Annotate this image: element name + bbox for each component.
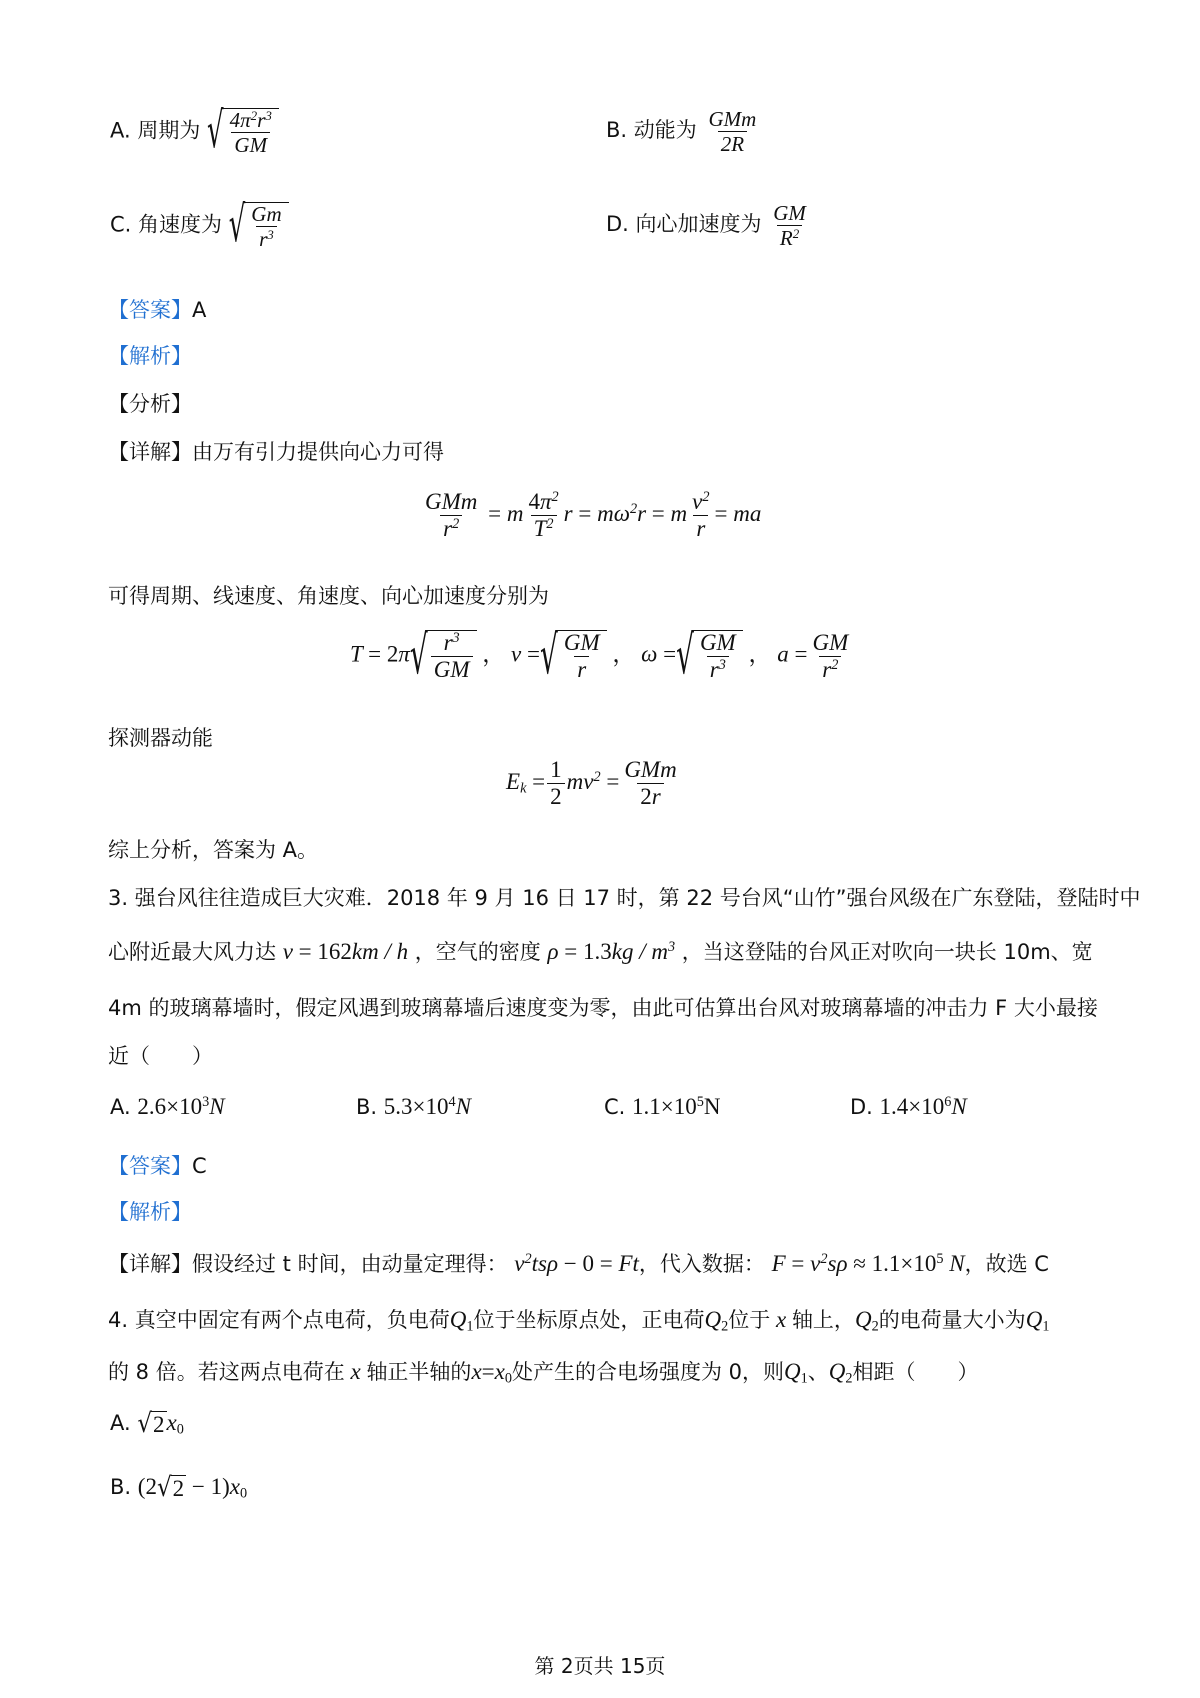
- q3-option-a: [110, 1094, 225, 1120]
- q4-line2-c: 处产生的合电场强度为 0，则: [511, 1360, 785, 1384]
- q3-xiangjie-b: ，代入数据：: [638, 1252, 765, 1276]
- xiangjie-tag: 【详解】: [108, 440, 192, 464]
- q4-line1-b: 位于坐标原点处，正电荷: [473, 1308, 705, 1332]
- option-d-formula: $\frac{GM}{R^2}$: [773, 201, 806, 251]
- option-c-label: C.: [110, 212, 132, 237]
- q3-option-b: [356, 1094, 471, 1120]
- q3-option-d-label: D.: [850, 1095, 873, 1119]
- answer-tag: 【答案】: [108, 298, 192, 322]
- x-symbol: x: [770, 1307, 792, 1332]
- q3-line1: 3. 强台风往往造成巨大灾难．2018 年 9 月 16 日 17 时，第 22 号台风“山竹”强台风级在广东登陆，登陆时中: [108, 886, 1141, 910]
- periods-line: 可得周期、线速度、角速度、向心加速度分别为: [108, 584, 549, 608]
- q3-option-d-value: $1.4\times 10^6N$: [879, 1094, 967, 1119]
- q3-option-c-value: $1.1\times 10^5N$: [632, 1094, 721, 1119]
- q1-symbol-2: $Q_1$: [1025, 1307, 1050, 1335]
- q4-option-a-label: A.: [110, 1411, 131, 1435]
- q2-answer: [108, 294, 206, 324]
- q3-option-b-label: B.: [356, 1095, 378, 1119]
- x0-symbol: $x=x_0$: [471, 1359, 512, 1387]
- q2-symbol-2: $Q_2$: [854, 1307, 879, 1335]
- q3-line4: 近（ ）: [108, 1044, 213, 1068]
- q3-xiangjie-tag: 【详解】: [108, 1252, 192, 1276]
- answer-value: A: [192, 298, 207, 322]
- q3-line2: [108, 936, 1093, 966]
- q4-line2-d: 、: [807, 1360, 829, 1384]
- q3-line2-a: 心附近最大风力达: [108, 940, 276, 964]
- q4-option-b-label: B.: [110, 1475, 132, 1499]
- q3-line2-c: ，当这登陆的台风正对吹向一块长 10m、宽: [681, 940, 1093, 964]
- q3-xiangjie-a: 假设经过 t 时间，由动量定理得：: [192, 1252, 508, 1276]
- probe-line: 探测器动能: [108, 726, 213, 750]
- option-d: [606, 202, 811, 249]
- q4-line1-d: 轴上，: [791, 1308, 855, 1332]
- option-a-label: A.: [110, 118, 131, 143]
- q3-answer: [108, 1150, 207, 1180]
- q4-line2: [108, 1356, 979, 1388]
- option-b-text: 动能为: [633, 118, 697, 143]
- xiangjie-text: 由万有引力提供向心力可得: [192, 440, 444, 464]
- impulse-formula: $v^2ts\rho - 0 = Ft$: [514, 1251, 639, 1276]
- conclusion-line: 综上分析，答案为 A。: [108, 838, 319, 862]
- q3-answer-tag: 【答案】: [108, 1154, 192, 1178]
- q4-line1-a: 4. 真空中固定有两个点电荷，负电荷: [108, 1308, 450, 1332]
- q4-option-b-value: (2 √ 2 − $1)x_0$: [137, 1473, 248, 1504]
- fenxi-tag: 【分析】: [108, 392, 192, 416]
- option-a-formula: √ $\frac{4\pi^2r^3}{GM}$: [207, 108, 279, 156]
- q3-line3: 4m 的玻璃幕墙时，假定风遇到玻璃幕墙后速度变为零，由此可估算出台风对玻璃幕墙的冲击力 F 大小最接: [108, 996, 1098, 1020]
- q3-answer-value: C: [192, 1154, 207, 1178]
- q3-jiexi-tag: 【解析】: [108, 1200, 192, 1224]
- q3-option-b-value: $5.3\times 10^4N$: [383, 1094, 471, 1119]
- q4-line2-b: 轴正半轴的: [366, 1360, 472, 1384]
- option-d-text: 向心加速度为: [635, 212, 762, 237]
- option-c: [110, 197, 289, 255]
- q4-option-a-value: √ 2 $x_0$: [137, 1409, 184, 1440]
- force-formula: $F = v^2s\rho \approx 1.1\times 10^5$ N: [771, 1251, 965, 1276]
- option-a-text: 周期为: [137, 118, 201, 143]
- option-b-formula: $\frac{\text{GMm}}{2R}$: [708, 107, 757, 157]
- q3-option-d: [850, 1094, 967, 1120]
- option-c-formula: √ $\frac{Gm}{r^3}$: [229, 202, 289, 250]
- q3-xiangjie-line: [108, 1248, 1049, 1278]
- q4-option-b: [110, 1474, 247, 1503]
- q4-line2-e: 相距（ ）: [852, 1360, 979, 1384]
- option-b: [606, 108, 761, 155]
- q4-line1-c: 位于: [728, 1308, 771, 1332]
- q3-option-c: [604, 1094, 721, 1120]
- jiexi-tag: 【解析】: [108, 344, 192, 368]
- q3-option-c-label: C.: [604, 1095, 626, 1119]
- wind-speed-formula: v = 162km / h: [282, 939, 409, 964]
- q1-symbol-3: $Q_1$: [784, 1359, 808, 1387]
- page-footer: 第 2页共 15页: [534, 1654, 666, 1678]
- equation-gravity: $\frac{\text{GMm}}{r^2}$ = m $\frac{4\pi^2}{T^2}$ $r = m\omega^2r = m$ $\frac{v^2}{r}$ = ma: [425, 489, 762, 542]
- option-d-label: D.: [606, 212, 629, 237]
- q3-option-a-label: A.: [110, 1095, 131, 1119]
- x-symbol-2: x: [344, 1359, 367, 1384]
- density-formula: $\rho = 1.3kg / m^3$: [547, 939, 676, 964]
- q4-line1-e: 的电荷量大小为: [878, 1308, 1026, 1332]
- q4-line2-a: 的 8 倍。若这两点电荷在: [108, 1360, 345, 1384]
- q3-option-a-value: $2.6\times 10^3N$: [137, 1094, 225, 1119]
- q4-option-a: [110, 1410, 184, 1439]
- equation-quantities: T = 2π √ $\frac{r^3}{GM}$ ， v = √ $\frac{GM}{r}$ ， ω = √ $\frac{GM}{r^3}$ ， a = $\frac{GM}{r^2}$: [350, 623, 849, 687]
- option-b-label: B.: [606, 118, 628, 143]
- q1-symbol: $Q_1$: [449, 1307, 474, 1335]
- option-a: [110, 103, 279, 161]
- q3-line2-b: ，空气的密度: [414, 940, 541, 964]
- q4-line1: [108, 1304, 1049, 1336]
- option-c-text: 角速度为: [138, 212, 223, 237]
- q2-symbol: $Q_2$: [704, 1307, 729, 1335]
- equation-kinetic: $E_k$ = $\frac{1}{2}$ $mv^2$ = $\frac{\text{GMm}}{2r}$: [506, 757, 677, 810]
- q2-symbol-3: $Q_2$: [828, 1359, 853, 1387]
- xiangjie-line: [108, 436, 444, 466]
- q3-xiangjie-c: ，故选 C: [964, 1252, 1049, 1276]
